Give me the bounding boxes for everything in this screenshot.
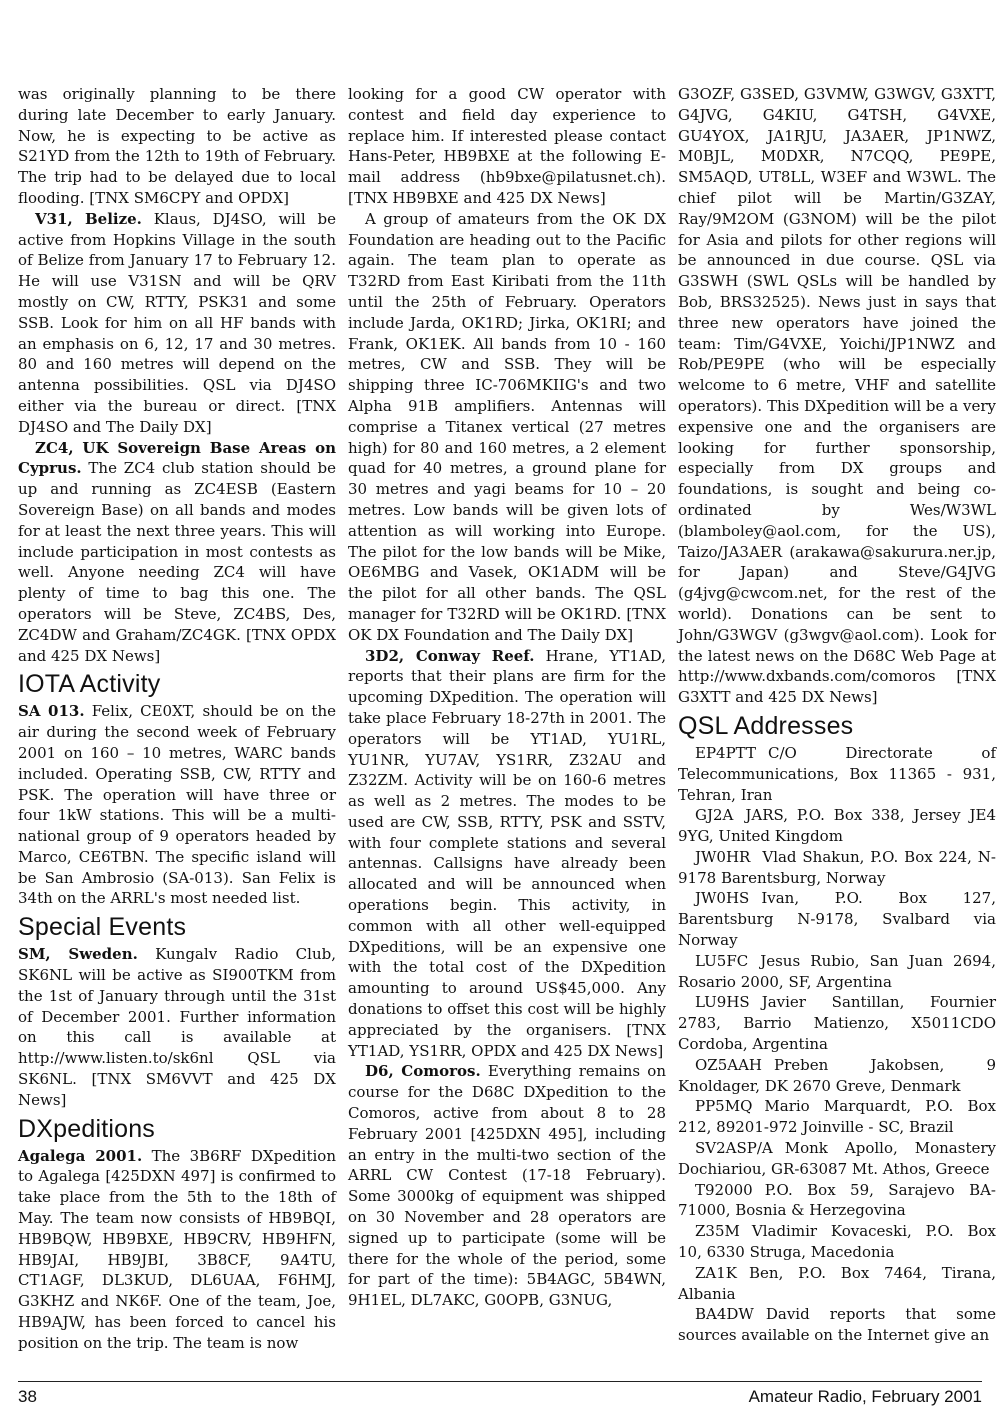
qsl-callsign: SV2ASP/A bbox=[695, 1139, 773, 1158]
qsl-callsign: PP5MQ bbox=[695, 1097, 753, 1116]
qsl-callsign: BA4DW bbox=[695, 1305, 754, 1324]
qsl-entry bbox=[678, 1263, 996, 1305]
qsl-callsign: OZ5AAH bbox=[695, 1055, 763, 1074]
qsl-callsign: JW0HS bbox=[695, 889, 750, 908]
item-text: Klaus, DJ4SO, will be active from Hopkins Village in the south of Belize from January 17 to February 12. He will use V31SN and will be QRV mostly on CW, RTTY, PSK31 and some SSB. Look for him on all HF bands with an emphasis on 6, 12, 17 and 30 metres. 80 and 160 metres will depend on the antenna possibilities. QSL via DJ4SO either via the bureau or direct. [TNX DJ4SO and The Daily DX] bbox=[18, 209, 336, 436]
item-heading: V31, Belize. bbox=[35, 209, 142, 228]
item-text: Hrane, YT1AD, reports that their plans are firm for the upcoming DXpedition. The operation will take place February 18-27th in 2001. The operators will be YT1AD, YU1RL, YU1NR, YU7AV, YS1RR, Z32AU and Z32ZM. Activity will be on 160-6 metres as well as 2 metres. The modes to be used are CW, SSB, RTTY, PSK and SSTV, with four complete stations and several antennas. Callsigns have already been allocated and will be announced when operations begin. This activity, in common with all other well-equipped DXpeditions, will be an expensive one with the total cost of the DXpedition amounting to around US$45,000. Any donations to offset this cost will be highly appreciated by the organisers. [TNX YT1AD, YS1RR, OPDX and 425 DX News] bbox=[348, 646, 666, 1060]
item-text: The ZC4 club station should be up and running as ZC4ESB (Eastern Sovereign Base) on all bands and modes for at least the next three years. This will include participation in most contests as well. Anyone needing ZC4 will have plenty of time to bag this one. The operators will be Steve, ZC4BS, Des, ZC4DW and Graham/ZC4GK. [TNX OPDX and 425 DX News] bbox=[18, 459, 336, 665]
qsl-entry bbox=[678, 805, 996, 847]
column-1 bbox=[18, 84, 336, 1354]
qsl-address-list bbox=[678, 743, 996, 1346]
item-text: Kungalv Radio Club, SK6NL will be active as SI900TKM from the 1st of January through until the 31st of December 2001. Further information on this call is available at http://www.listen.to/sk6nl QSL via SK6NL. [TNX SM6VVT and 425 DX News] bbox=[18, 945, 336, 1109]
item-heading: D6, Comoros. bbox=[365, 1062, 481, 1081]
article-paragraph: A group of amateurs from the OK DX Foundation are heading out to the Pacific again. The team plan to operate as T32RD from East Kiribati from the 11th until the 25th of February. Operators include Jarda, OK1RD; Jirka, OK1RI; and Frank, OK1EK. All bands from 10 - 160 metres, CW and SSB. They will be shipping three IC-706MKIIG's and two Alpha 91B amplifiers. Antennas will comprise a Titanex vertical (27 metres high) for 80 and 160 metres, a 2 element quad for 40 metres, a ground plane for 30 metres and yagi beams for 10 – 20 metres. Low bands will be given lots of attention as will working into Europe. The pilot for the low bands will be Mike, OE6MBG and Vasek, OK1ADM will be the pilot for all other bands. The QSL manager for T32RD will be OK1RD. [TNX OK DX Foundation and The Daily DX] bbox=[348, 209, 666, 644]
qsl-entry bbox=[678, 1304, 996, 1346]
item-heading: SA 013. bbox=[18, 702, 85, 721]
qsl-address: Monk Apollo, Monastery Dochiariou, GR-63087 Mt. Athos, Greece bbox=[678, 1139, 996, 1178]
qsl-address: C/O Directorate of Telecommunications, Box 11365 - 931, Tehran, Iran bbox=[678, 743, 996, 804]
item-heading: 3D2, Conway Reef. bbox=[365, 646, 535, 665]
item-text: Everything remains on course for the D68C DXpedition to the Comoros, active from about 8 to 28 February 2001 [425DXN 495], including an entry in the multi-two section of the ARRL CW Contest (17-18 February). Some 3000kg of equipment was shipped on 30 November and 28 operators are signed up to participate (some will be there for the whole of the period, some for part of the time): 5B4AGC, 5B4WN, 9H1EL, DL7AKC, G0OPB, G3NUG, bbox=[348, 1062, 666, 1310]
qsl-entry bbox=[678, 888, 996, 950]
page-number: 38 bbox=[18, 1387, 37, 1406]
item-heading: SM, Sweden. bbox=[18, 945, 138, 964]
qsl-address: Javier Santillan, Fournier 2783, Barrio Matienzo, X5011CDO Cordoba, Argentina bbox=[678, 993, 996, 1054]
qsl-entry bbox=[678, 992, 996, 1054]
qsl-entry bbox=[678, 951, 996, 993]
article-paragraph: looking for a good CW operator with contest and field day experience to replace him. If interested please contact Hans-Peter, HB9BXE at the following E-mail address (hb9bxe@pilatusnet.ch). [TNX HB9BXE and 425 DX News] bbox=[348, 85, 666, 207]
article-paragraph: was originally planning to be there during late December to early January. Now, he is expecting to be active as S21YD from the 12th to 19th of February. The trip had to be delayed due to local flooding. [TNX SM6CPY and OPDX] bbox=[18, 85, 336, 207]
qsl-address: David reports that some sources available on the Internet give an bbox=[678, 1305, 996, 1345]
article-paragraph: G3OZF, G3SED, G3VMW, G3WGV, G3XTT, G4JVG, G4KIU, G4TSH, G4VXE, GU4YOX, JA1RJU, JA3AER, JP1NWZ, M0BJL, M0DXR, N7CQQ, PE9PE, SM5AQD, UT8LL, W3EF and W3WL. The chief pilot will be Martin/G3ZAY, Ray/9M2OM (G3NOM) will be the pilot for Asia and pilots for other regions will be announced in due course. QSL via G3SWH (SWL QSLs will be handled by Bob, BRS32525). News just in says that three new operators have joined the team: Tim/G4VXE, Yoichi/JP1NWZ and Rob/PE9PE (who will be especially welcome to 6 metre, VHF and satellite operators). This DXpedition will be a very expensive one and the organisers are looking for further sponsorship, especially from DX groups and foundations, is sought and being co-ordinated by Wes/W3WL (blamboley@aol.com, for the US), Taizo/JA3AER (arakawa@sakurura.ner.jp, for Japan) and Steve/G4JVG (g4jvg@cwcom.net, for the rest of the world). Donations can be sent to John/G3WGV (g3wgv@aol.com). Look for the latest news on the D68C Web Page at http://www.dxbands.com/comoros [TNX G3XTT and 425 DX News] bbox=[678, 85, 996, 707]
article-paragraph bbox=[18, 209, 336, 438]
qsl-callsign: ZA1K bbox=[695, 1263, 738, 1282]
qsl-address: JARS, P.O. Box 338, Jersey JE4 9YG, United Kingdom bbox=[678, 806, 996, 846]
qsl-callsign: GJ2A bbox=[695, 806, 734, 825]
qsl-address: Ivan, P.O. Box 127, Barentsburg N-9178, Svalbard via Norway bbox=[678, 889, 996, 950]
qsl-entry bbox=[678, 1055, 996, 1097]
item-text: The 3B6RF DXpedition to Agalega [425DXN 497] is confirmed to take place from the 5th to the 18th of May. The team now consists of HB9BQI, HB9BQW, HB9BXE, HB9CRV, HB9HFN, HB9JAI, HB9JBI, 3B8CF, 9A4TU, CT1AGF, DL3KUD, DL6UAA, F6HMJ, G3KHZ and NK6F. One of the team, Joe, HB9AJW, has been forced to cancel his position on the trip. The team is now bbox=[18, 1146, 336, 1352]
article-paragraph bbox=[18, 438, 336, 667]
item-text: Felix, CE0XT, should be on the air during the second week of February 2001 on 160 – 10 metres, WARC bands included. Operating SSB, CW, RTTY and PSK. The operation will have three or four 1kW stations. This will be a multi-national group of 9 operators headed by Marco, CE6TBN. The specific island will be San Ambrosio (SA-013). San Felix is 34th on the ARRL's most needed list. bbox=[18, 702, 336, 908]
qsl-entry bbox=[678, 1138, 996, 1180]
qsl-address: Mario Marquardt, P.O. Box 212, 89201-972 Joinville - SC, Brazil bbox=[678, 1097, 996, 1137]
qsl-callsign: EP4PTT bbox=[695, 743, 756, 762]
article-paragraph bbox=[18, 1146, 336, 1354]
qsl-entry bbox=[678, 1180, 996, 1222]
qsl-address: Ben, P.O. Box 7464, Tirana, Albania bbox=[678, 1263, 996, 1303]
qsl-address: Preben Jakobsen, 9 Knoldager, DK 2670 Greve, Denmark bbox=[678, 1055, 996, 1095]
item-heading: ZC4, UK Sovereign Base Areas on Cyprus. bbox=[18, 438, 336, 478]
qsl-entry bbox=[678, 1096, 996, 1138]
qsl-callsign: LU9HS bbox=[695, 993, 750, 1012]
article-paragraph bbox=[348, 646, 666, 1062]
qsl-entry bbox=[678, 743, 996, 805]
qsl-callsign: T92000 bbox=[695, 1180, 753, 1199]
qsl-entry bbox=[678, 847, 996, 889]
article-paragraph bbox=[18, 944, 336, 1110]
item-heading: Agalega 2001. bbox=[18, 1146, 143, 1165]
publication-footer: Amateur Radio, February 2001 bbox=[748, 1387, 982, 1406]
section-heading-iota: IOTA Activity bbox=[18, 670, 161, 699]
qsl-callsign: Z35M bbox=[695, 1222, 740, 1241]
column-2 bbox=[348, 84, 666, 1311]
section-heading-qsl-addresses: QSL Addresses bbox=[678, 711, 854, 740]
qsl-address: Vladimir Kovaceski, P.O. Box 10, 6330 Struga, Macedonia bbox=[678, 1222, 996, 1262]
article-paragraph bbox=[18, 701, 336, 909]
qsl-callsign: JW0HR bbox=[695, 847, 751, 866]
qsl-address: Vlad Shakun, P.O. Box 224, N-9178 Barentsburg, Norway bbox=[678, 847, 996, 887]
section-heading-dxpeditions: DXpeditions bbox=[18, 1114, 156, 1143]
qsl-address: P.O. Box 59, Sarajevo BA-71000, Bosnia & Herzegovina bbox=[678, 1180, 996, 1220]
column-3 bbox=[678, 84, 996, 1346]
footer-rule bbox=[18, 1381, 982, 1382]
qsl-entry bbox=[678, 1221, 996, 1263]
article-paragraph bbox=[348, 1061, 666, 1311]
qsl-callsign: LU5FC bbox=[695, 951, 749, 970]
qsl-address: Jesus Rubio, San Juan 2694, Rosario 2000, SF, Argentina bbox=[678, 951, 996, 991]
section-heading-special-events: Special Events bbox=[18, 913, 187, 942]
